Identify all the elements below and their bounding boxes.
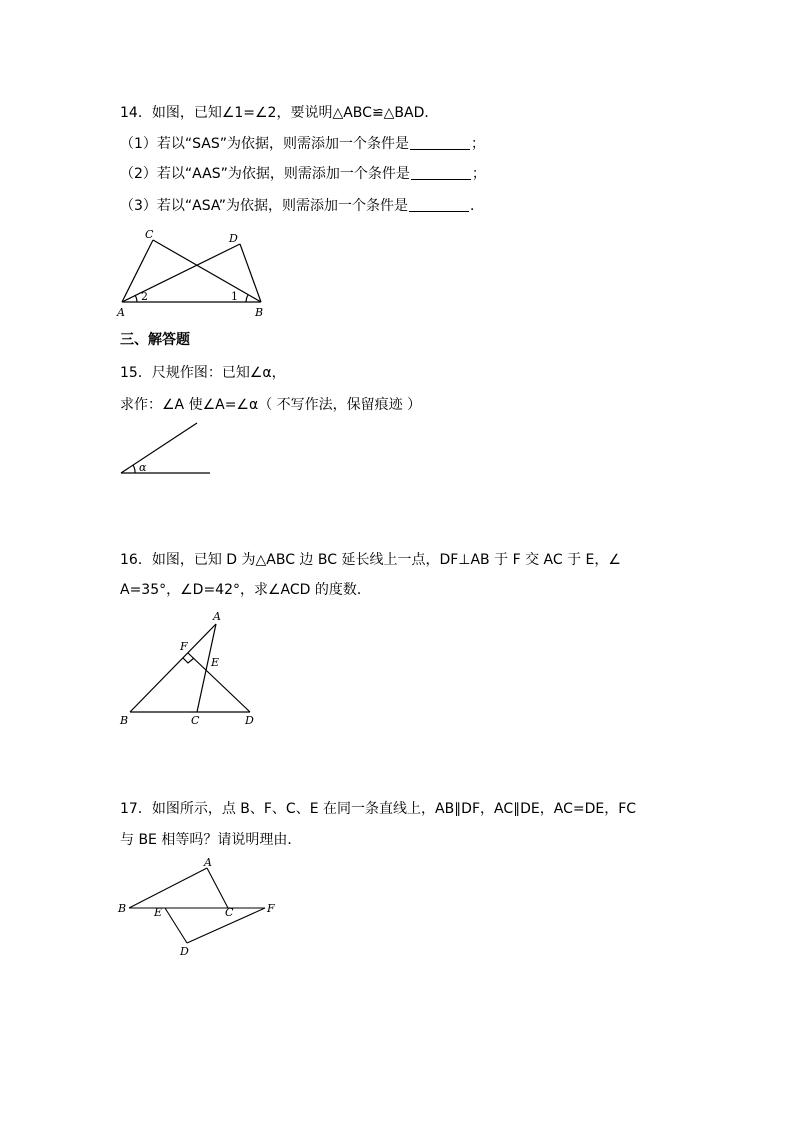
q16-label-a: A	[213, 610, 221, 623]
q14-sub2-blank[interactable]	[411, 165, 471, 180]
q15-task: 求作：∠A 使∠A=∠α（ 不写作法，保留痕迹 ）	[120, 397, 422, 413]
q14-label-c: C	[145, 228, 154, 241]
q14-label-d: D	[229, 232, 238, 245]
q14-sub1-blank[interactable]	[410, 135, 470, 150]
q17-line1: 17．如图所示，点 B、F、C、E 在同一条直线上，AB∥DF，AC∥DE，AC=DE，FC	[120, 801, 637, 817]
q14-segment-cb	[153, 240, 261, 302]
q17-figure	[115, 852, 285, 962]
q17-segment-ab	[129, 868, 207, 908]
q17-label-e: E	[154, 906, 163, 919]
q17-segment-ac	[207, 868, 228, 908]
q17-label-c: C	[225, 906, 234, 919]
q15-label-alpha: α	[139, 461, 147, 474]
q14-sub3	[120, 196, 484, 216]
q14-sub2	[120, 164, 486, 184]
q15-ray-slanted	[121, 423, 197, 473]
q14-segment-db	[240, 244, 261, 302]
q14-label-angle-2: 2	[141, 290, 148, 303]
q14-sub3-text: （3）若以“ASA”为依据，则需添加一个条件是	[120, 198, 408, 214]
q17-label-f: F	[267, 902, 275, 915]
q14-label-angle-1: 1	[231, 290, 238, 303]
q16-line2: A=35°，∠D=42°，求∠ACD 的度数．	[120, 582, 371, 598]
q17-segment-ed	[165, 908, 187, 943]
q16-line1: 16．如图，已知 D 为△ABC 边 BC 延长线上一点，DF⊥AB 于 F 交 AC 于 E，∠	[120, 552, 621, 568]
q16-label-e: E	[211, 656, 220, 669]
q14-sub3-blank[interactable]	[409, 197, 469, 212]
q15-figure	[115, 418, 215, 480]
q16-label-f: F	[180, 640, 188, 653]
q14-sub1-text: （1）若以“SAS”为依据，则需添加一个条件是	[120, 136, 410, 152]
q14-title: 14．如图，已知∠1=∠2，要说明△ABC≌△BAD．	[120, 105, 439, 121]
q17-line2: 与 BE 相等吗？请说明理由．	[120, 832, 302, 848]
q14-sub3-end: ．	[469, 198, 484, 214]
q17-label-b: B	[118, 902, 127, 915]
q16-label-c: C	[191, 714, 200, 727]
q15-title: 15．尺规作图：已知∠α，	[120, 365, 286, 381]
q17-label-a: A	[204, 856, 212, 869]
q14-segment-ad	[122, 244, 240, 302]
q17-label-d: D	[180, 945, 189, 958]
q16-label-b: B	[120, 714, 129, 727]
section-3-heading: 三、解答题	[120, 332, 190, 348]
q14-angle-1-arc	[246, 295, 248, 302]
q14-figure	[115, 228, 275, 320]
q14-sub2-text: （2）若以“AAS”为依据，则需添加一个条件是	[120, 166, 410, 182]
q14-angle-2-arc	[135, 295, 137, 302]
q14-segment-ac	[122, 240, 153, 302]
q14-label-b: B	[255, 306, 264, 319]
q14-sub1	[120, 134, 485, 154]
q14-sub2-end: ；	[471, 166, 486, 182]
q14-sub1-end: ；	[471, 136, 486, 152]
q15-angle-arc	[133, 465, 135, 473]
q16-figure	[115, 608, 265, 733]
q16-label-d: D	[245, 714, 254, 727]
q14-label-a: A	[117, 306, 125, 319]
q16-right-angle-mark	[183, 658, 194, 663]
